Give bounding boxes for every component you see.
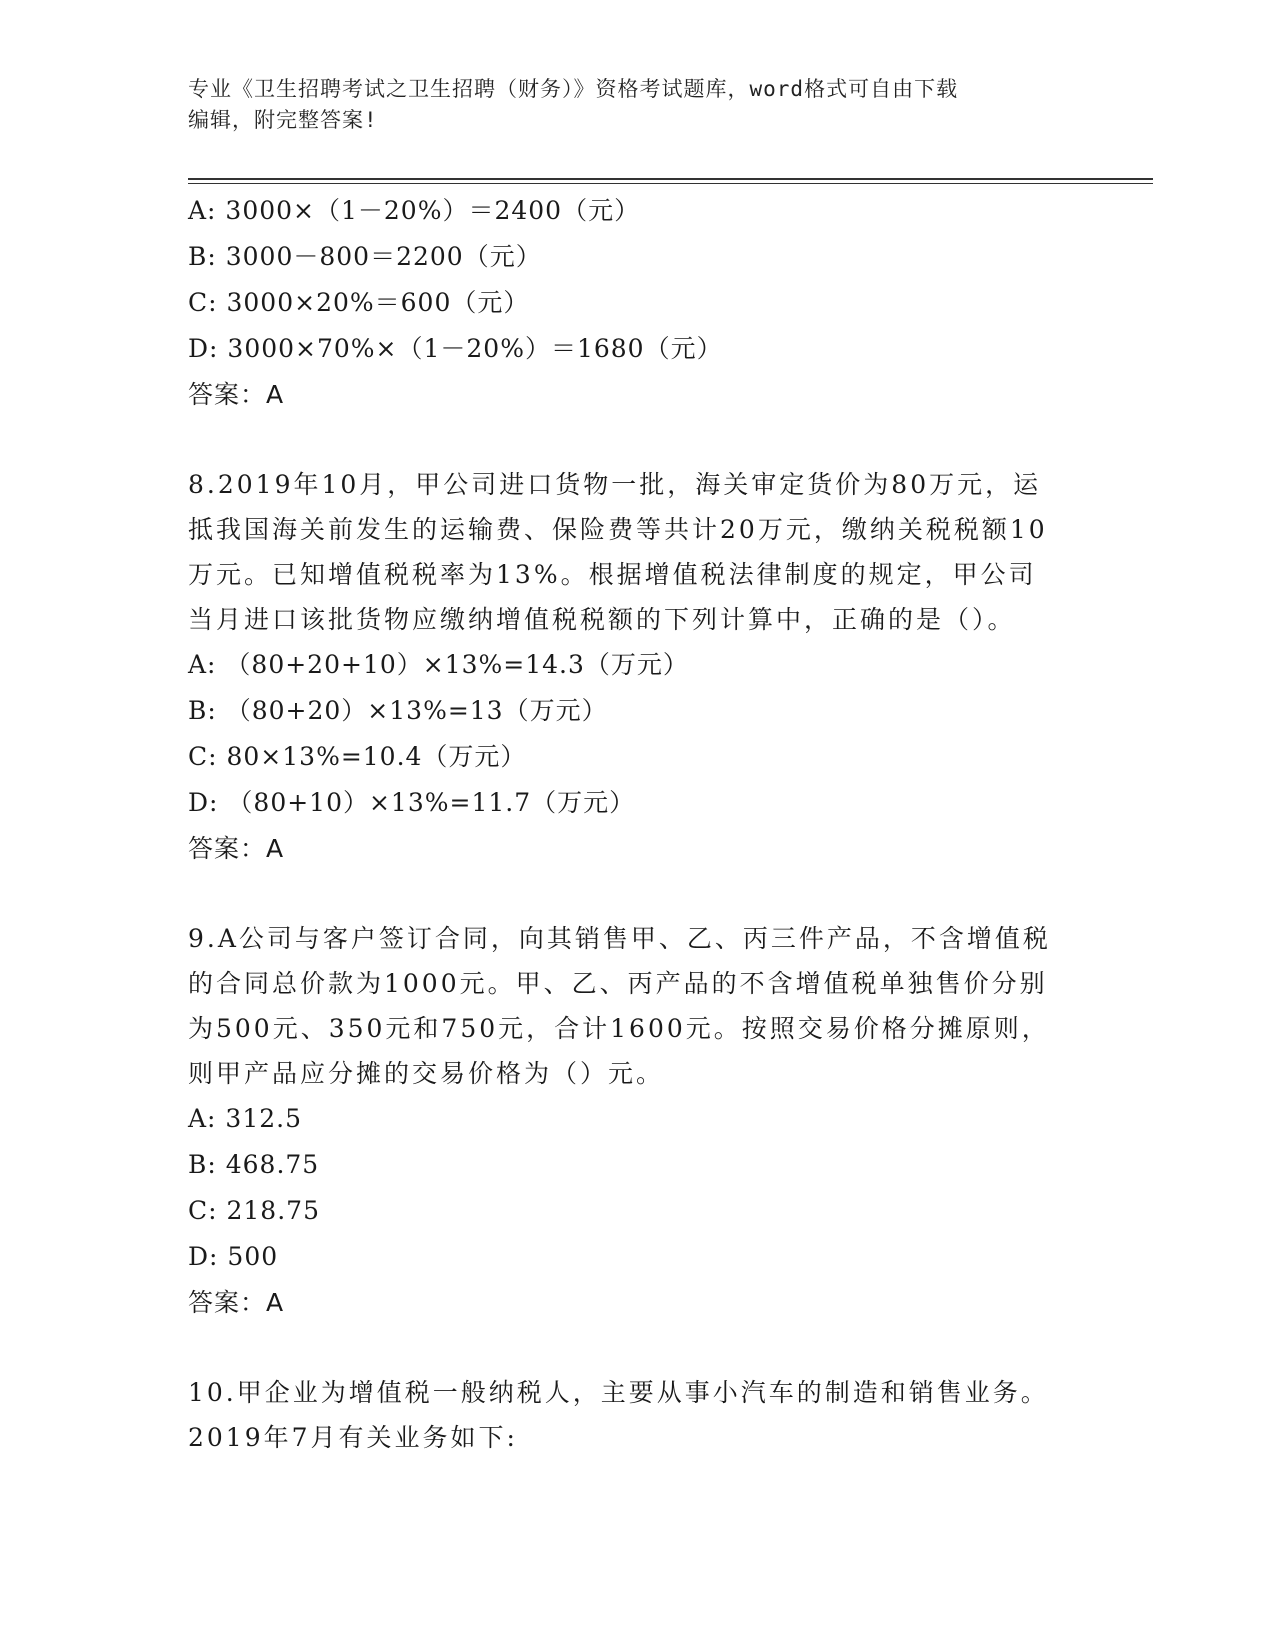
option-d: D: 500: [188, 1242, 279, 1271]
option-b: B: 3000－800＝2200（元）: [188, 242, 542, 271]
question-line: 为500元、350元和750元，合计1600元。按照交易价格分摊原则，: [188, 1014, 1050, 1043]
header-line-2: 编辑，附完整答案!: [188, 108, 378, 132]
option-a: A: （80+20+10）×13%=14.3（万元）: [188, 650, 689, 679]
header-line-1: 专业《卫生招聘考试之卫生招聘（财务）》资格考试题库，word格式可自由下载: [188, 77, 959, 101]
question-line: 9.A公司与客户签订合同，向其销售甲、乙、丙三件产品，不含增值税: [188, 924, 1051, 953]
question-8-text: [188, 462, 1108, 642]
option-d: D: （80+10）×13%=11.7（万元）: [188, 788, 636, 817]
question-10-block: [188, 1370, 1108, 1460]
question-9-block: [188, 916, 1108, 1326]
question-line: 则甲产品应分摊的交易价格为（）元。: [188, 1059, 665, 1088]
question-line: 8.2019年10月，甲公司进口货物一批，海关审定货价为80万元，运: [188, 470, 1042, 499]
question-10-text: [188, 1370, 1108, 1460]
prev-question-block: [188, 188, 1108, 418]
question-8-block: [188, 462, 1108, 872]
option-d: D: 3000×70%×（1－20%）＝1680（元）: [188, 334, 723, 363]
document-body: [188, 188, 1108, 1460]
option-b: B: （80+20）×13%=13（万元）: [188, 696, 608, 725]
option-a: A: 3000×（1－20%）＝2400（元）: [188, 196, 641, 225]
question-line: 10.甲企业为增值税一般纳税人，主要从事小汽车的制造和销售业务。: [188, 1378, 1049, 1407]
question-line: 2019年7月有关业务如下:: [188, 1423, 518, 1452]
option-c: C: 3000×20%＝600（元）: [188, 288, 530, 317]
option-c: C: 80×13%=10.4（万元）: [188, 742, 527, 771]
option-a: A: 312.5: [188, 1104, 302, 1133]
page-header: [188, 74, 1088, 136]
header-rule-thick: [188, 178, 1153, 180]
option-b: B: 468.75: [188, 1150, 320, 1179]
answer-line: 答案：A: [188, 834, 285, 863]
answer-line: 答案：A: [188, 380, 285, 409]
question-line: 的合同总价款为1000元。甲、乙、丙产品的不含增值税单独售价分别: [188, 969, 1048, 998]
option-c: C: 218.75: [188, 1196, 320, 1225]
question-line: 抵我国海关前发生的运输费、保险费等共计20万元，缴纳关税税额10: [188, 515, 1048, 544]
header-rule-thin: [188, 183, 1153, 184]
question-line: 万元。已知增值税税率为13%。根据增值税法律制度的规定，甲公司: [188, 560, 1037, 589]
answer-line: 答案：A: [188, 1288, 285, 1317]
question-9-text: [188, 916, 1108, 1096]
question-line: 当月进口该批货物应缴纳增值税税额的下列计算中，正确的是（）。: [188, 605, 1016, 634]
